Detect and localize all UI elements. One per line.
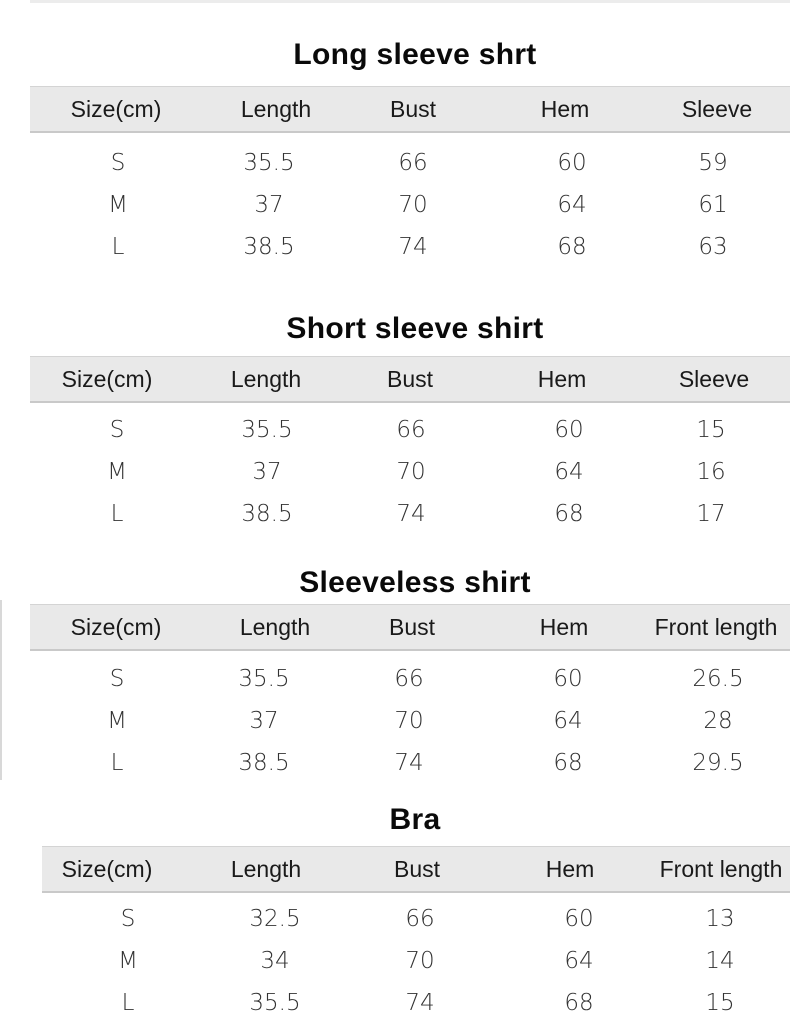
cell-front-length: 13 <box>705 906 735 932</box>
header-sleeve: Sleeve <box>678 366 750 392</box>
cell-length: 38.5 <box>243 234 295 260</box>
left-edge-mark <box>0 600 2 780</box>
cell-length: 32.5 <box>249 906 301 932</box>
cell-size: M <box>108 192 128 218</box>
cell-size: L <box>110 750 124 776</box>
header-length: Length <box>230 366 302 392</box>
header-hem: Hem <box>540 96 590 122</box>
cell-size: L <box>121 990 135 1016</box>
cell-length: 37 <box>252 459 282 485</box>
cell-bust: 74 <box>394 750 424 776</box>
header-bust: Bust <box>389 96 437 122</box>
cell-size: S <box>109 666 125 692</box>
header-hem: Hem <box>537 366 587 392</box>
cell-bust: 70 <box>398 192 428 218</box>
cell-size: S <box>120 906 136 932</box>
table-title: Sleeveless shirt <box>299 566 531 599</box>
table-row <box>30 700 790 742</box>
cell-length: 34 <box>260 948 290 974</box>
cell-hem: 68 <box>553 750 583 776</box>
cell-length: 35.5 <box>238 666 290 692</box>
cell-bust: 66 <box>398 150 428 176</box>
header-bust: Bust <box>386 366 434 392</box>
cell-front-length: 28 <box>703 708 733 734</box>
cell-hem: 60 <box>554 417 584 443</box>
cell-bust: 74 <box>398 234 428 260</box>
cell-bust: 74 <box>405 990 435 1016</box>
cell-sleeve: 15 <box>696 417 726 443</box>
table-row <box>30 226 790 268</box>
cell-hem: 60 <box>557 150 587 176</box>
cell-bust: 70 <box>405 948 435 974</box>
table-title: Bra <box>389 803 441 836</box>
header-bust: Bust <box>388 614 436 640</box>
cell-bust: 70 <box>394 708 424 734</box>
cell-sleeve: 16 <box>696 459 726 485</box>
cell-bust: 70 <box>396 459 426 485</box>
cell-bust: 66 <box>396 417 426 443</box>
header-size: Size(cm) <box>61 856 153 882</box>
header-front-length: Front length <box>659 856 783 882</box>
table-title: Short sleeve shirt <box>286 312 544 345</box>
cell-size: L <box>111 234 125 260</box>
header-sleeve: Sleeve <box>681 96 753 122</box>
cell-length: 37 <box>254 192 284 218</box>
table-header <box>30 356 790 403</box>
cell-front-length: 15 <box>705 990 735 1016</box>
cell-length: 38.5 <box>238 750 290 776</box>
cell-hem: 68 <box>557 234 587 260</box>
header-length: Length <box>239 614 311 640</box>
cell-size: L <box>110 501 124 527</box>
cell-hem: 68 <box>564 990 594 1016</box>
cell-sleeve: 59 <box>698 150 728 176</box>
table-row <box>42 982 790 1024</box>
table-header <box>42 846 790 893</box>
header-length: Length <box>230 856 302 882</box>
cell-hem: 60 <box>564 906 594 932</box>
cell-hem: 64 <box>554 459 584 485</box>
table-header <box>30 86 790 133</box>
table-header <box>30 604 790 651</box>
cell-hem: 60 <box>553 666 583 692</box>
header-hem: Hem <box>545 856 595 882</box>
cell-size: S <box>110 150 126 176</box>
cell-front-length: 14 <box>705 948 735 974</box>
cell-size: M <box>107 708 127 734</box>
header-front-length: Front length <box>654 614 778 640</box>
cell-length: 37 <box>249 708 279 734</box>
table-row <box>30 184 790 226</box>
cell-hem: 64 <box>564 948 594 974</box>
cell-bust: 66 <box>405 906 435 932</box>
header-size: Size(cm) <box>70 614 162 640</box>
table-row <box>30 142 790 184</box>
header-size: Size(cm) <box>70 96 162 122</box>
cell-size: S <box>109 417 125 443</box>
cell-hem: 68 <box>554 501 584 527</box>
cell-sleeve: 17 <box>696 501 726 527</box>
top-divider <box>30 0 790 3</box>
cell-size: M <box>118 948 138 974</box>
cell-sleeve: 63 <box>698 234 728 260</box>
table-row <box>30 451 790 493</box>
table-row <box>42 940 790 982</box>
cell-length: 35.5 <box>249 990 301 1016</box>
table-row <box>42 898 790 940</box>
cell-hem: 64 <box>557 192 587 218</box>
table-title: Long sleeve shrt <box>293 38 537 71</box>
header-bust: Bust <box>393 856 441 882</box>
cell-sleeve: 61 <box>698 192 728 218</box>
cell-front-length: 29.5 <box>692 750 744 776</box>
cell-bust: 66 <box>394 666 424 692</box>
cell-front-length: 26.5 <box>692 666 744 692</box>
header-size: Size(cm) <box>61 366 153 392</box>
table-row <box>30 493 790 535</box>
cell-bust: 74 <box>396 501 426 527</box>
table-row <box>30 658 790 700</box>
cell-size: M <box>107 459 127 485</box>
cell-length: 35.5 <box>241 417 293 443</box>
cell-hem: 64 <box>553 708 583 734</box>
header-hem: Hem <box>539 614 589 640</box>
cell-length: 35.5 <box>243 150 295 176</box>
header-length: Length <box>240 96 312 122</box>
cell-length: 38.5 <box>241 501 293 527</box>
table-row <box>30 742 790 784</box>
table-row <box>30 409 790 451</box>
